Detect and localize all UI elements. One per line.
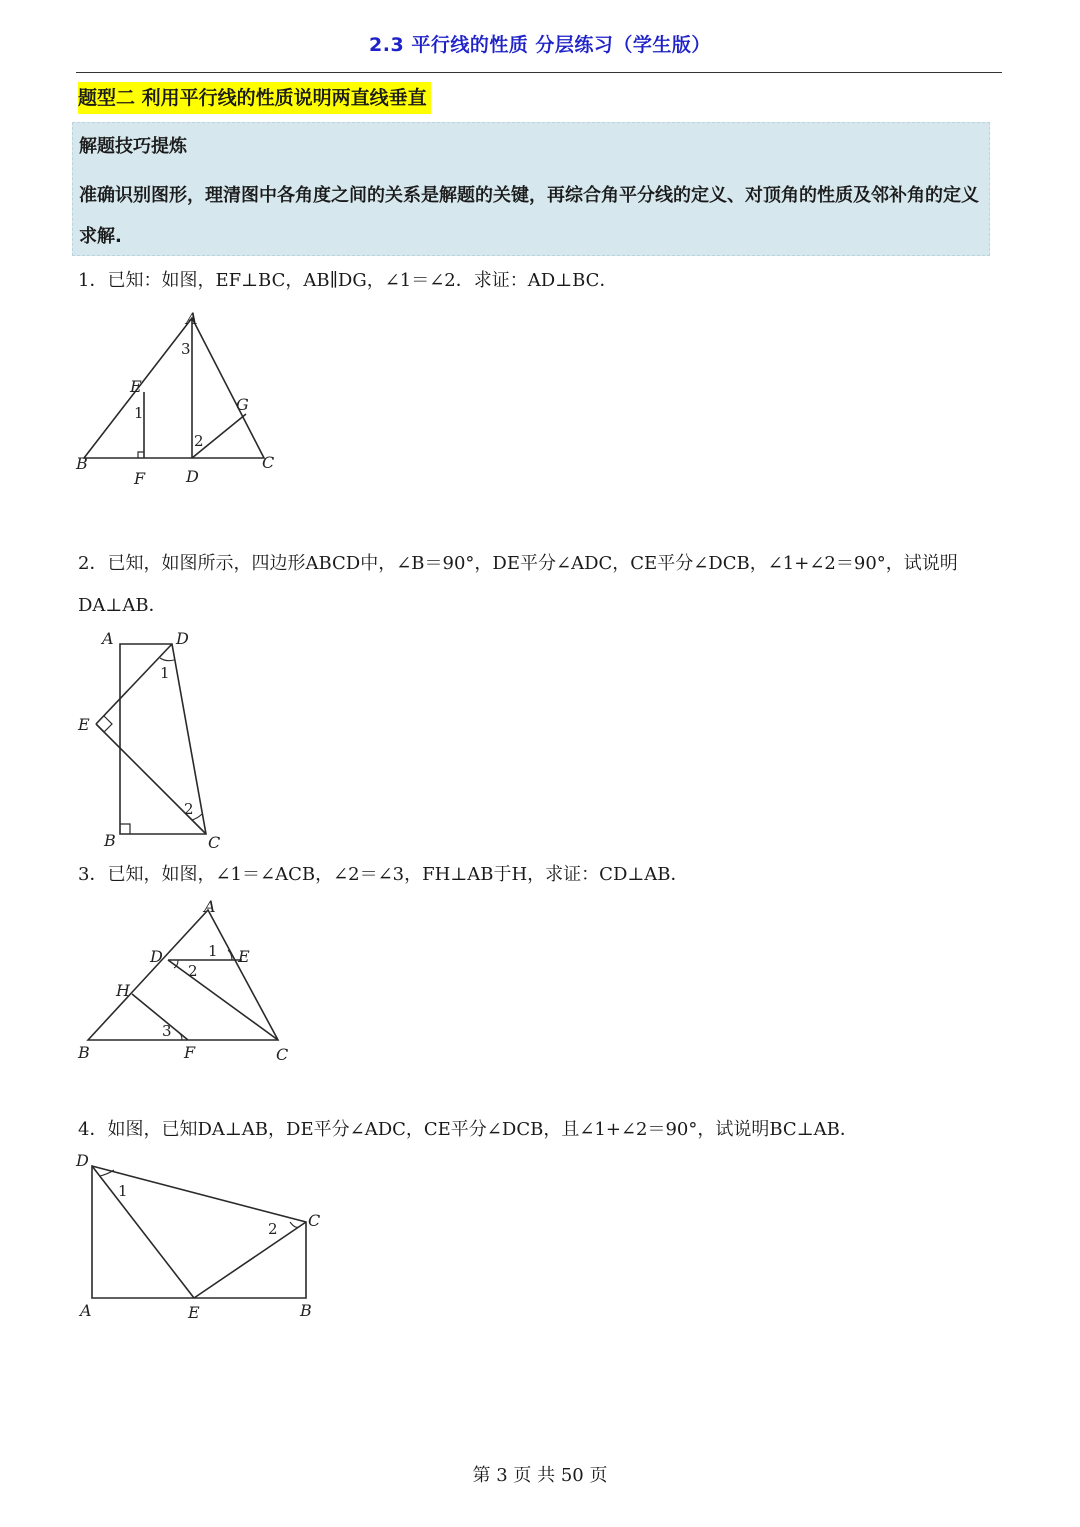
angle-3: 3 [162,1022,172,1040]
label-e: E [78,715,90,734]
angle-1: 1 [134,404,144,422]
section-heading: 题型二 利用平行线的性质说明两直线垂直 [78,82,431,114]
figure-4 [74,1150,334,1326]
angle-1: 1 [118,1182,128,1200]
tips-box [72,122,990,256]
label-a: A [186,309,198,328]
label-c: C [208,833,221,852]
segment-de [96,644,172,724]
tips-title: 解题技巧提炼 [79,136,187,157]
label-b: B [78,1043,90,1062]
label-f: F [184,1043,196,1062]
angle-2: 2 [268,1220,278,1238]
label-c: C [276,1045,289,1064]
right-angle-mark [138,452,144,458]
problem-number: 4． [78,1119,108,1140]
label-b: B [300,1301,312,1320]
angle-2: 2 [194,432,204,450]
angle-1: 1 [160,664,170,682]
label-c: C [262,453,275,472]
segment-ec [194,1222,306,1298]
label-g: G [236,395,249,414]
label-d: D [76,1151,89,1170]
document-title: 2.3 平行线的性质 分层练习（学生版） [369,34,711,56]
tips-body: 准确识别图形，理清图中各角度之间的关系是解题的关键，再综合角平分线的定义、对顶角的性质及邻补角的定义求解. [79,185,979,247]
angle-arc-2 [290,1222,300,1227]
right-angle-mark-b [120,824,130,834]
angle-1: 1 [208,942,218,960]
problem-text: 已知：如图，EF⊥BC，AB∥DG，∠1＝∠2．求证：AD⊥BC． [107,270,618,291]
problem-1 [78,260,1002,302]
label-e: E [188,1303,200,1322]
label-b: B [104,831,116,850]
header-divider [76,72,1002,73]
label-f: F [134,469,146,488]
angle-arc-1 [100,1170,114,1176]
page-footer: 第 3 页 共 50 页 [472,1465,608,1486]
label-a: A [80,1301,92,1320]
angle-2: 2 [184,800,194,818]
figure-3 [74,896,304,1070]
triangle-abc [88,910,278,1040]
problem-3 [78,854,1002,896]
label-e: E [238,947,250,966]
angle-arc-1 [160,658,174,661]
figure-2 [74,628,234,854]
label-c: C [308,1211,321,1230]
problem-4 [78,1109,1002,1151]
problem-text: 已知，如图所示，四边形ABCD中，∠B＝90°，DE平分∠ADC，CE平分∠DCB，∠1+∠2＝90°，试说明DA⊥AB． [78,553,958,616]
label-a: A [204,897,216,916]
problem-number: 3． [78,864,108,885]
label-d: D [176,629,189,648]
problem-number: 2． [78,553,108,574]
segment-de [92,1166,194,1298]
label-a: A [102,629,114,648]
label-e: E [130,377,142,396]
segment-dc [168,960,278,1040]
problem-text: 已知，如图，∠1＝∠ACB，∠2＝∠3，FH⊥AB于H，求证：CD⊥AB． [107,864,689,885]
triangle-abc [84,318,264,458]
angle-2: 2 [188,962,198,980]
angle-3: 3 [181,340,191,358]
right-angle-mark-e [96,716,112,732]
label-d: D [186,467,199,486]
problem-text: 如图，已知DA⊥AB，DE平分∠ADC，CE平分∠DCB，且∠1+∠2＝90°，试说明BC⊥AB． [107,1119,858,1140]
figure-1 [74,306,284,490]
problem-number: 1． [78,270,108,291]
label-b: B [76,454,88,473]
label-h: H [116,981,130,1000]
label-d: D [150,947,163,966]
problem-2 [78,543,1002,627]
